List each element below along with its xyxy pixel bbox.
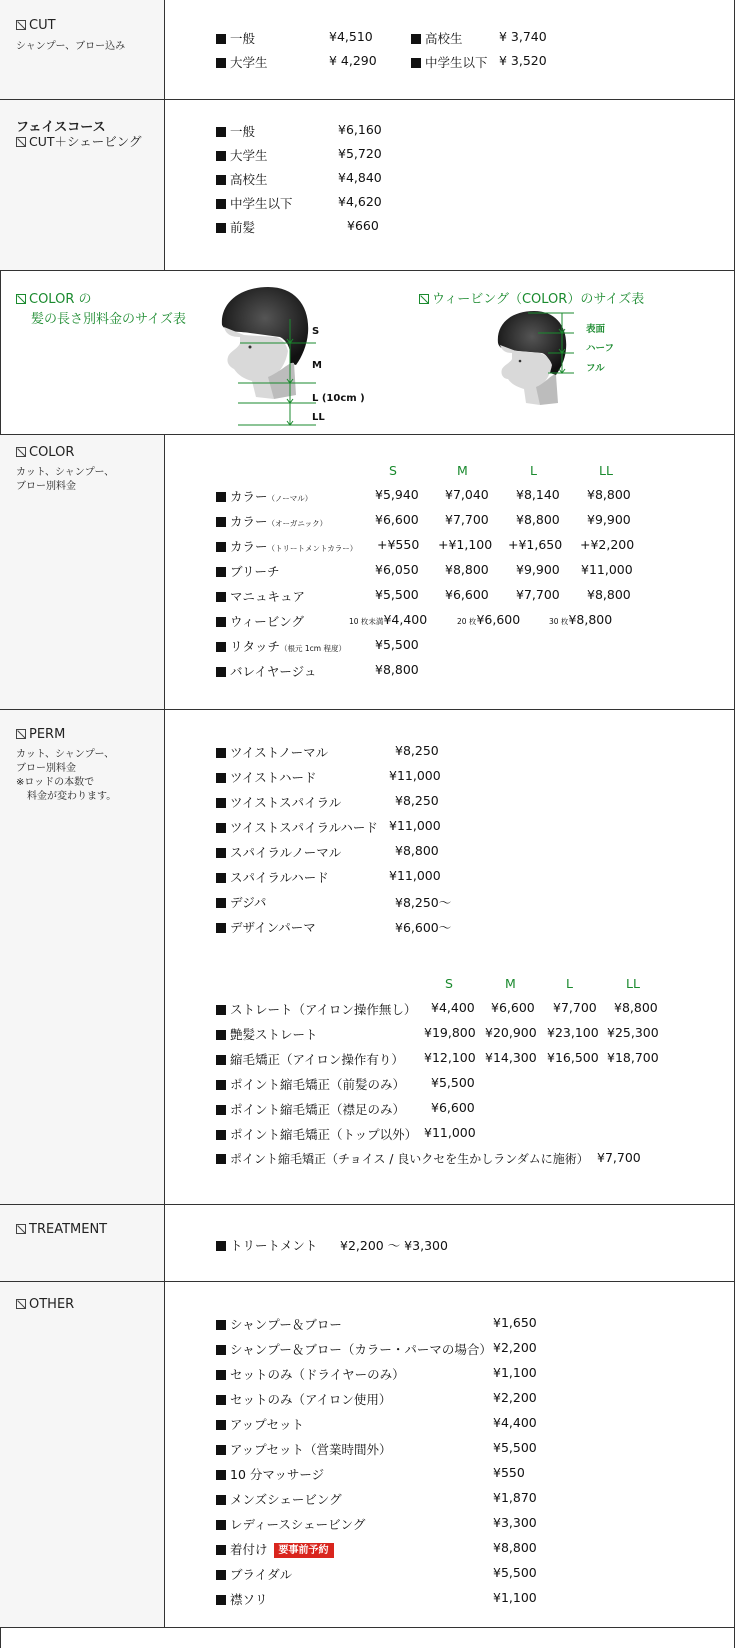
other-item: 着付け 要事前予約 [216,1540,334,1558]
color-price: ¥8,800 [587,487,631,502]
straight-row: ストレート（アイロン操作無し） [216,1000,416,1018]
color-price: +¥1,650 [508,537,563,552]
other-item: シャンプー＆ブロー [216,1315,342,1333]
size-label-s: S [312,326,320,337]
other-price: ¥1,870 [493,1490,537,1505]
cut-section [0,0,735,100]
other-price: ¥2,200 [493,1340,537,1355]
straight-price: ¥12,100 [424,1050,476,1065]
perm-price: ¥11,000 [389,868,441,883]
other-price: ¥1,650 [493,1315,537,1330]
face-section [0,99,735,271]
other-price: ¥1,100 [493,1590,537,1605]
box-icon [16,20,26,30]
weave-label-full: フル [586,363,605,374]
face-price: ¥5,720 [338,146,382,161]
straight-price: ¥16,500 [547,1050,599,1065]
point-row: ポイント縮毛矯正（前髪のみ） [216,1075,405,1093]
box-icon [16,294,26,304]
treatment-section [0,1204,735,1282]
color-section [0,434,735,710]
balayage-price: ¥8,800 [375,662,419,677]
perm-price: ¥8,250 [395,793,439,808]
size-left-title-2: 髪の長さ別料金のサイズ表 [31,312,186,327]
cut-price: ¥ 3,740 [499,29,547,44]
color-row-weaving: ウィービング [216,612,304,630]
other-section [0,1281,735,1628]
retouch-price: ¥5,500 [375,637,419,652]
other-item: セットのみ（ドライヤーのみ） [216,1365,405,1383]
cut-item: 高校生 [411,29,463,47]
weaving-price-1: 10 枚未満¥4,400 [349,612,428,627]
point-row: ポイント縮毛矯正（襟足のみ） [216,1100,405,1118]
perm-price: ¥8,800 [395,843,439,858]
other-price: ¥4,400 [493,1415,537,1430]
color-sub-2: ブロー別料金 [16,481,76,492]
head-profile-left [210,285,370,429]
straight-price: ¥14,300 [485,1050,537,1065]
other-item: アップセット [216,1415,304,1433]
size-left-title: COLOR の [16,288,92,307]
face-item: 大学生 [216,146,268,164]
perm-price: ¥8,250 [395,743,439,758]
other-item: アップセット（営業時間外） [216,1440,392,1458]
color-price: ¥9,900 [516,562,560,577]
weave-label-surface: 表面 [586,324,606,335]
color-sub-1: カット、シャンプー、 [16,467,115,478]
size-label-m: M [312,360,322,371]
face-item: 一般 [216,122,255,140]
face-side [0,100,165,271]
perm-item: ツイストハード [216,768,317,786]
color-price: ¥8,800 [445,562,489,577]
straight-price: ¥19,800 [424,1025,476,1040]
box-icon [16,447,26,457]
face-item: 高校生 [216,170,268,188]
straight-price: ¥6,600 [491,1000,535,1015]
box-icon [16,729,26,739]
color-header-l: L [530,463,537,478]
color-title: COLOR [16,445,74,460]
size-section [0,270,735,435]
cut-item: 一般 [216,29,255,47]
other-price: ¥3,300 [493,1515,537,1530]
treatment-side [0,1205,165,1282]
color-row: ブリーチ [216,562,280,580]
perm-sub-4: 料金が変わります。 [27,791,117,802]
perm-side [0,710,165,1205]
color-price: ¥5,500 [375,587,419,602]
straight-price: ¥18,700 [607,1050,659,1065]
straight-price: ¥4,400 [431,1000,475,1015]
color-price: ¥7,700 [445,512,489,527]
perm-item: デジパ [216,893,266,911]
size-label-l: L (10cm ) [312,393,365,404]
face-title: フェイスコース [16,120,106,135]
box-icon [16,137,26,147]
perm-sub-2: ブロー別料金 [16,763,76,774]
cut-price: ¥ 4,290 [329,53,377,68]
cut-item: 中学生以下 [411,53,488,71]
perm-price: ¥11,000 [389,768,441,783]
treatment-item: トリートメント [216,1236,317,1254]
other-price: ¥5,500 [493,1565,537,1580]
point-row: ポイント縮毛矯正（トップ以外） [216,1125,417,1143]
color-row: マニュキュア [216,587,305,605]
point-price: ¥5,500 [431,1075,475,1090]
color-price: ¥8,140 [516,487,560,502]
face-price: ¥660 [347,218,379,233]
point-price: ¥7,700 [597,1150,641,1165]
perm-sub-3: ※ロッドの本数で [16,777,95,788]
perm-sub-1: カット、シャンプー、 [16,749,115,760]
other-price: ¥550 [493,1465,525,1480]
cut-subtitle: シャンプー、ブロー込み [16,41,126,52]
point-price: ¥6,600 [431,1100,475,1115]
size-right-title: ウィービング（COLOR）のサイズ表 [419,288,644,307]
box-icon [16,1299,26,1309]
other-item: ブライダル [216,1565,292,1583]
size-label-ll: LL [312,412,325,423]
color-price: ¥6,600 [445,587,489,602]
other-item: セットのみ（アイロン使用） [216,1390,391,1408]
perm-price: ¥11,000 [389,818,441,833]
color-row: カラー（トリートメントカラー） [216,537,357,555]
other-item: レディースシェービング [216,1515,365,1533]
perm-header-m: M [505,976,516,991]
perm-item: ツイストスパイラル [216,793,341,811]
perm-section [0,709,735,1205]
cut-title: CUT [16,18,56,33]
color-price: ¥9,900 [587,512,631,527]
perm-header-s: S [445,976,453,991]
cut-price: ¥4,510 [329,29,373,44]
reservation-badge: 要事前予約 [274,1543,334,1558]
perm-item: ツイストノーマル [216,743,328,761]
other-price: ¥2,200 [493,1390,537,1405]
color-header-s: S [389,463,397,478]
other-side [0,1282,165,1627]
color-side [0,435,165,710]
weaving-price-3: 30 枚¥8,800 [549,612,613,627]
straight-row: 艶髪ストレート [216,1025,318,1043]
face-item: 中学生以下 [216,194,293,212]
other-title: OTHER [16,1297,74,1312]
color-row: カラー（ノーマル） [216,487,312,505]
cut-side [0,0,165,100]
straight-row: 縮毛矯正（アイロン操作有り） [216,1050,404,1068]
box-icon [419,294,429,304]
point-row: ポイント縮毛矯正（チョイス / 良いクセを生かしランダムに施術） [216,1150,589,1167]
color-row-balayage: バレイヤージュ [216,662,316,680]
color-price: ¥8,800 [587,587,631,602]
face-subtitle: CUT＋シェービング [16,135,142,149]
color-row-retouch: リタッチ（根元 1cm 程度） [216,637,346,655]
other-item: 10 分マッサージ [216,1465,324,1483]
face-item: 前髪 [216,218,255,236]
other-price: ¥8,800 [493,1540,537,1555]
other-item: メンズシェービング [216,1490,342,1508]
face-price: ¥4,840 [338,170,382,185]
point-price: ¥11,000 [424,1125,476,1140]
treatment-title: TREATMENT [16,1222,107,1237]
weave-label-half: ハーフ [586,343,615,354]
perm-item: スパイラルハード [216,868,329,886]
other-price: ¥1,100 [493,1365,537,1380]
other-item: シャンプー＆ブロー（カラー・パーマの場合） [216,1340,492,1358]
color-price: +¥2,200 [580,537,635,552]
face-price: ¥4,620 [338,194,382,209]
box-icon [16,1224,26,1234]
treatment-price: ¥2,200 ～ ¥3,300 [340,1238,448,1253]
straight-price: ¥7,700 [553,1000,597,1015]
color-header-m: M [457,463,468,478]
cut-price: ¥ 3,520 [499,53,547,68]
color-price: +¥550 [377,537,420,552]
face-price: ¥6,160 [338,122,382,137]
straight-price: ¥23,100 [547,1025,599,1040]
perm-item: デザインパーマ [216,918,316,936]
perm-price: ¥8,250～ [395,895,452,910]
color-price: +¥1,100 [438,537,493,552]
color-price: ¥5,940 [375,487,419,502]
other-item: 襟ソリ [216,1590,268,1608]
color-price: ¥6,050 [375,562,419,577]
color-row: カラー（オーガニック） [216,512,327,530]
straight-price: ¥25,300 [607,1025,659,1040]
color-price: ¥6,600 [375,512,419,527]
weaving-price-2: 20 枚¥6,600 [457,612,521,627]
perm-title: PERM [16,727,65,742]
color-header-ll: LL [599,463,613,478]
perm-header-ll: LL [626,976,640,991]
straight-price: ¥8,800 [614,1000,658,1015]
color-price: ¥7,700 [516,587,560,602]
color-price: ¥8,800 [516,512,560,527]
cut-item: 大学生 [216,53,268,71]
perm-item: ツイストスパイラルハード [216,818,378,836]
perm-price: ¥6,600～ [395,920,452,935]
perm-header-l: L [566,976,573,991]
straight-price: ¥20,900 [485,1025,537,1040]
perm-item: スパイラルノーマル [216,843,341,861]
other-price: ¥5,500 [493,1440,537,1455]
color-price: ¥7,040 [445,487,489,502]
color-price: ¥11,000 [581,562,633,577]
